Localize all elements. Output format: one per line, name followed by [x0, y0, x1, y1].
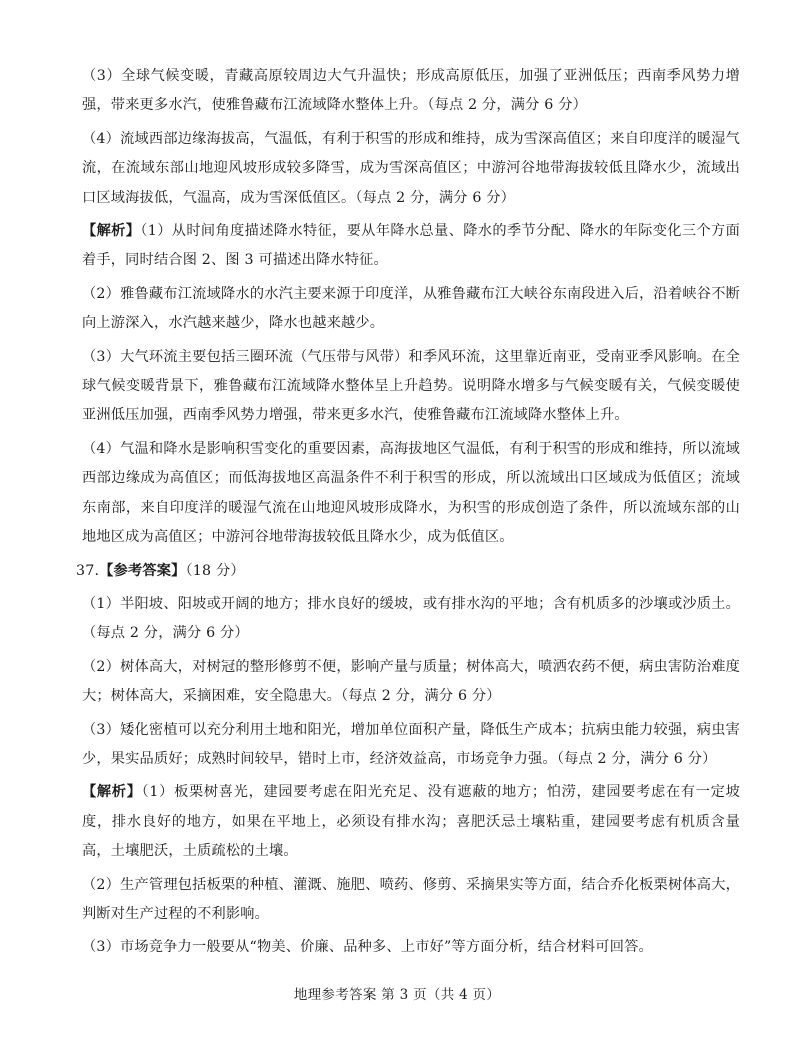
analysis-36-item-3: （3）大气环流主要包括三圈环流（气压带与风带）和季风环流，这里靠近南亚，受南亚季风影响。在全球气候变暖背景下，雅鲁藏布江流域降水整体呈上升趋势。说明降水增多与气候变暖有关，气候变暖使亚洲低压加强，西南季风势力增强，带来更多水汽，使雅鲁藏布江流域降水整体上升。 — [82, 348, 740, 424]
analysis-label: 【解析】 — [82, 784, 142, 801]
answer-37-item-2: （2）树体高大，对树冠的整形修剪不便，影响产量与质量；树体高大，喷洒农药不便，病虫害防治难度大；树体高大，采摘困难，安全隐患大。（每点 2 分，满分 6 分） — [82, 658, 740, 705]
answer-37-item-1: （1）半阳坡、阳坡或开阔的地方；排水良好的缓坡，或有排水沟的平地；含有机质多的沙壤或沙质土。（每点 2 分，满分 6 分） — [82, 595, 740, 642]
analysis-text: （1）板栗树喜光，建园要考虑在阳光充足、没有遮蔽的地方；怕涝，建园要考虑在有一定坡度，排水良好的地方，如果在平地上，必须设有排水沟；喜肥沃忌土壤粘重，建园要考虑有机质含量高，土壤肥沃，土质疏松的土壤。 — [82, 784, 740, 860]
page-footer: 地理参考答案 第 3 页（共 4 页） — [293, 987, 501, 1003]
analysis-text: （1）从时间角度描述降水特征，要从年降水总量、降水的季节分配、降水的年际变化三个方面着手，同时结合图 2、图 3 可描述出降水特征。 — [82, 223, 740, 269]
answer-37-item-3: （3）矮化密植可以充分利用土地和阳光，增加单位面积产量，降低生产成本；抗病虫能力较强，病虫害少，果实品质好；成熟时间较早，错时上市，经济效益高，市场竞争力强。（每点 2 分，满分 6 分） — [82, 721, 740, 767]
analysis-36-item-2: （2）雅鲁藏布江流域降水的水汽主要来源于印度洋，从雅鲁藏布江大峡谷东南段进入后，沿着峡谷不断向上游深入，水汽越来越少，降水也越来越少。 — [82, 285, 740, 332]
answer-36-item-4: （4）流域西部边缘海拔高，气温低，有利于积雪的形成和维持，成为雪深高值区；来自印度洋的暖湿气流，在流域东部山地迎风坡形成较多降雪，成为雪深高值区；中游河谷地带海拔较低且降水少，流域出口区域海拔低，气温高，成为雪深低值区。（每点 2 分，满分 6 分） — [82, 130, 740, 206]
analysis-37-item-1 — [76, 778, 740, 866]
page-content — [76, 62, 740, 967]
question-score: （18 分） — [185, 562, 245, 579]
analysis-37-item-3: （3）市场竞争力一般要从“物美、价廉、品种多、上市好”等方面分析，结合材料可回答。 — [82, 939, 653, 956]
analysis-label: 【解析】 — [82, 223, 141, 240]
analysis-36-item-4: （4）气温和降水是影响积雪变化的重要因素，高海拔地区气温低，有利于积雪的形成和维持，所以流域西部边缘成为高值区；而低海拔地区高温条件不利于积雪的形成，所以流域出口区域成为低值区；流域东南部，来自印度洋的暖湿气流在山地迎风坡形成降水，为积雪的形成创造了条件，所以流域东部的山地地区成为高值区；中游河谷地带海拔较低且降水少，成为低值区。 — [82, 440, 740, 546]
analysis-36-item-1 — [76, 217, 740, 276]
question-number: 37. — [76, 562, 100, 579]
reference-answer-label: 【参考答案】 — [99, 562, 186, 579]
answer-36-item-3: （3）全球气候变暖，青藏高原较周边大气升温快；形成高原低压，加强了亚洲低压；西南季风势力增强，带来更多水汽，使雅鲁藏布江流域降水整体上升。（每点 2 分，满分 6 分） — [82, 68, 740, 114]
question-37-heading — [76, 557, 740, 586]
analysis-37-item-2: （2）生产管理包括板栗的种植、灌溉、施肥、喷药、修剪、采摘果实等方面，结合乔化板栗树体高大，判断对生产过程的不利影响。 — [82, 876, 740, 922]
